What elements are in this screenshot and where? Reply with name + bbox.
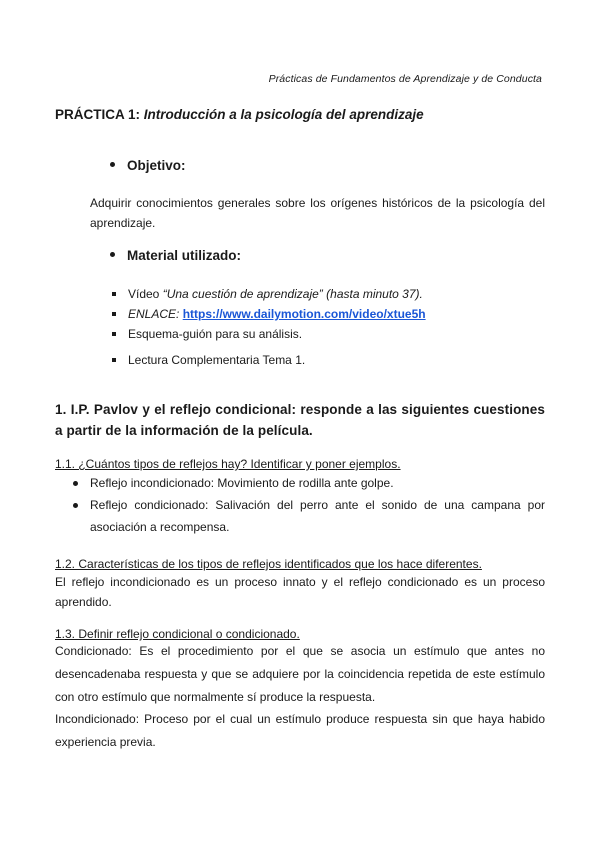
bullet-icon <box>110 252 115 257</box>
material-list <box>110 284 550 370</box>
square-bullet-icon <box>112 358 116 362</box>
material-heading-label: Material utilizado: <box>127 248 242 263</box>
practice-number: PRÁCTICA 1: <box>55 107 141 122</box>
question-1-3-answer-conditioned: Condicionado: Es el procedimiento por el que se asocia un estímulo que antes no desencadenaba respuesta y que se adquiere por la coincidencia repetida de este estímulo con otro estímulo que normalmente sí produce la respuesta. <box>55 644 545 704</box>
link-prefix: ENLACE: <box>128 307 183 321</box>
question-1-2-heading: 1.2. Características de los tipos de reflejos identificados que los hace diferentes. <box>55 557 482 571</box>
material-item-link <box>110 304 550 324</box>
square-bullet-icon <box>112 292 116 296</box>
reflex-types-list <box>70 472 545 538</box>
practice-title <box>55 107 424 122</box>
list-item-text: Reflejo condicionado: Salivación del perro ante el sonido de una campana por asociación a recompensa. <box>90 498 545 534</box>
video-prefix: Vídeo <box>128 287 163 301</box>
practice-title-main: Introducción a la psicología del aprendizaje <box>143 107 424 122</box>
question-1-3-answer-unconditioned: Incondicionado: Proceso por el cual un estímulo produce respuesta sin que haya habido experiencia previa. <box>55 712 545 749</box>
material-item-video <box>110 284 550 304</box>
material-item-esquema <box>110 324 550 344</box>
lectura-text: Lectura Complementaria Tema 1. <box>128 353 306 367</box>
bullet-icon <box>110 162 115 167</box>
question-1-1-heading: 1.1. ¿Cuántos tipos de reflejos hay? Identificar y poner ejemplos. <box>55 457 401 471</box>
square-bullet-icon <box>112 332 116 336</box>
running-header: Prácticas de Fundamentos de Aprendizaje y de Conducta <box>268 73 542 85</box>
video-suffix: (hasta minuto 37). <box>322 287 423 301</box>
objective-heading-label: Objetivo: <box>127 158 186 173</box>
bullet-icon <box>73 481 78 486</box>
material-item-lectura <box>110 350 550 370</box>
esquema-text: Esquema-guión para su análisis. <box>128 327 303 341</box>
list-item <box>70 494 545 538</box>
list-item <box>70 472 545 494</box>
question-1-2-answer: El reflejo incondicionado es un proceso innato y el reflejo condicionado es un proceso aprendido. <box>55 575 545 609</box>
list-item-text: Reflejo incondicionado: Movimiento de rodilla ante golpe. <box>90 476 394 490</box>
square-bullet-icon <box>112 312 116 316</box>
objective-heading <box>110 158 186 173</box>
video-title: “Una cuestión de aprendizaje” <box>162 287 323 301</box>
objective-text: Adquirir conocimientos generales sobre los orígenes históricos de la psicología del aprendizaje. <box>90 196 545 230</box>
question-1-3-heading: 1.3. Definir reflejo condicional o condicionado. <box>55 627 300 641</box>
video-link[interactable]: https://www.dailymotion.com/video/xtue5h <box>182 307 426 321</box>
bullet-icon <box>73 503 78 508</box>
material-heading <box>110 248 241 263</box>
question-1-heading: 1. I.P. Pavlov y el reflejo condicional: responde a las siguientes cuestiones a partir de la información de la película. <box>55 402 545 438</box>
